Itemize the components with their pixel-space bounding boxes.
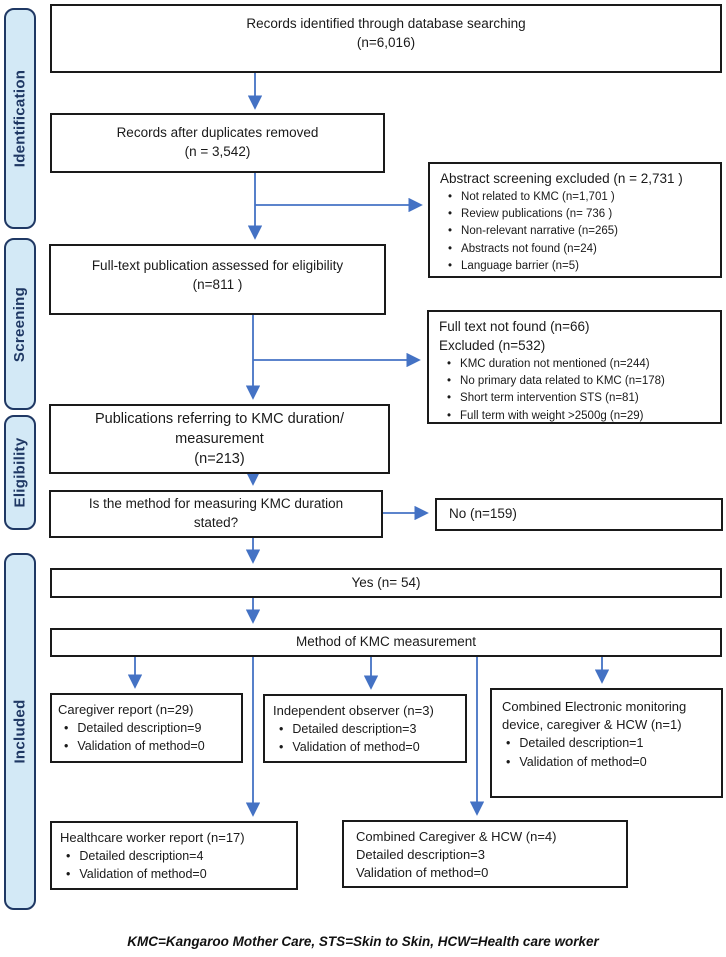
- records-identified-count: (n=6,016): [356, 34, 416, 50]
- fulltext-excluded-item: • KMC duration not mentioned (n=244): [447, 356, 710, 373]
- box-records-identified: [50, 4, 722, 73]
- stage-included-label: Included: [11, 699, 29, 764]
- excluded-title: Excluded (n=532): [439, 337, 546, 353]
- bullet-icon: •: [447, 357, 452, 370]
- box-fulltext-excluded: [427, 310, 722, 424]
- combined-caregiver-hcw-line: Validation of method=0: [356, 865, 489, 881]
- records-identified-text: Records identified through database searching: [246, 16, 526, 31]
- box-abstract-excluded: [428, 162, 722, 278]
- bullet-icon: •: [506, 754, 511, 769]
- abbreviations-footnote: KMC=Kangaroo Mother Care, STS=Skin to Skin, HCW=Health care worker: [127, 934, 599, 949]
- bullet-icon: •: [448, 242, 453, 255]
- bullet-icon: •: [447, 409, 452, 422]
- caregiver-report-item: • Detailed description=9: [64, 719, 235, 737]
- box-fulltext-assessed: [49, 244, 386, 315]
- combined-caregiver-hcw-line: Detailed description=3: [356, 847, 485, 863]
- fulltext-assessed-count: (n=811 ): [192, 276, 243, 292]
- abstract-excluded-item: • Abstracts not found (n=24): [448, 241, 710, 258]
- combined-electronic-item: • Detailed description=1: [506, 734, 711, 752]
- box-publications-duration: [49, 404, 390, 474]
- fulltext-excluded-item: • Full term with weight >2500g (n=29): [447, 408, 710, 425]
- publications-duration-count: (n=213): [194, 451, 245, 468]
- box-duplicates-removed: [50, 113, 385, 173]
- no-result-label: No (n=159): [449, 506, 517, 522]
- bullet-icon: •: [448, 208, 453, 221]
- independent-observer-item: • Detailed description=3: [279, 720, 457, 738]
- bullet-icon: •: [447, 375, 452, 388]
- box-no-result: [435, 498, 723, 531]
- combined-electronic-title-line1: Combined Electronic monitoring: [502, 699, 687, 714]
- stage-eligibility-label: Eligibility: [11, 437, 29, 508]
- combined-caregiver-hcw-title: Combined Caregiver & HCW (n=4): [356, 829, 557, 844]
- stage-screening: [4, 238, 36, 410]
- box-yes-result: [50, 568, 722, 598]
- stage-included: [4, 553, 36, 910]
- bullet-icon: •: [279, 740, 284, 755]
- bullet-icon: •: [64, 739, 69, 754]
- healthcare-worker-item: • Validation of method=0: [66, 865, 288, 883]
- abstract-excluded-title: Abstract screening excluded (n = 2,731 ): [440, 171, 683, 186]
- bullet-icon: •: [66, 867, 71, 882]
- stage-identification: [4, 8, 36, 229]
- stage-screening-label: Screening: [11, 286, 29, 362]
- caregiver-report-title: Caregiver report (n=29): [58, 702, 194, 717]
- method-of-measurement-label: Method of KMC measurement: [295, 634, 477, 650]
- fulltext-excluded-item: • Short term intervention STS (n=81): [447, 390, 710, 407]
- stage-eligibility: [4, 415, 36, 530]
- method-stated-line2: stated?: [193, 515, 239, 530]
- fulltext-not-found-title: Full text not found (n=66): [439, 319, 590, 334]
- duplicates-removed-count: (n = 3,542): [184, 144, 251, 159]
- bullet-icon: •: [448, 259, 453, 272]
- box-healthcare-worker-report: [50, 821, 298, 890]
- abstract-excluded-item: • Language barrier (n=5): [448, 258, 710, 275]
- box-combined-electronic: [490, 688, 723, 798]
- box-caregiver-report: [50, 693, 243, 763]
- stage-identification-label: Identification: [11, 69, 29, 168]
- box-method-stated-question: [49, 490, 383, 538]
- healthcare-worker-item: • Detailed description=4: [66, 847, 288, 865]
- publications-duration-line2: measurement: [175, 430, 264, 447]
- independent-observer-item: • Validation of method=0: [279, 738, 457, 756]
- bullet-icon: •: [66, 849, 71, 864]
- bullet-icon: •: [64, 721, 69, 736]
- fulltext-excluded-item: • No primary data related to KMC (n=178): [447, 373, 710, 390]
- box-independent-observer: [263, 694, 467, 763]
- abstract-excluded-item: • Review publications (n= 736 ): [448, 206, 710, 223]
- independent-observer-title: Independent observer (n=3): [273, 703, 434, 718]
- combined-electronic-title-line2: device, caregiver & HCW (n=1): [502, 717, 682, 733]
- bullet-icon: •: [506, 736, 511, 751]
- publications-duration-line1: Publications referring to KMC duration/: [94, 410, 345, 427]
- caregiver-report-item: • Validation of method=0: [64, 737, 235, 755]
- bullet-icon: •: [447, 392, 452, 405]
- abstract-excluded-item: • Non-relevant narrative (n=265): [448, 223, 710, 240]
- combined-electronic-item: • Validation of method=0: [506, 753, 711, 771]
- box-method-of-measurement: [50, 628, 722, 657]
- bullet-icon: •: [448, 225, 453, 238]
- yes-result-label: Yes (n= 54): [351, 574, 421, 590]
- duplicates-removed-text: Records after duplicates removed: [116, 125, 319, 141]
- abstract-excluded-item: • Not related to KMC (n=1,701 ): [448, 189, 710, 206]
- method-stated-line1: Is the method for measuring KMC duration: [88, 496, 344, 512]
- bullet-icon: •: [448, 190, 453, 203]
- healthcare-worker-title: Healthcare worker report (n=17): [60, 830, 245, 845]
- bullet-icon: •: [279, 722, 284, 737]
- box-combined-caregiver-hcw: [342, 820, 628, 888]
- fulltext-assessed-text: Full-text publication assessed for eligibility: [91, 258, 344, 273]
